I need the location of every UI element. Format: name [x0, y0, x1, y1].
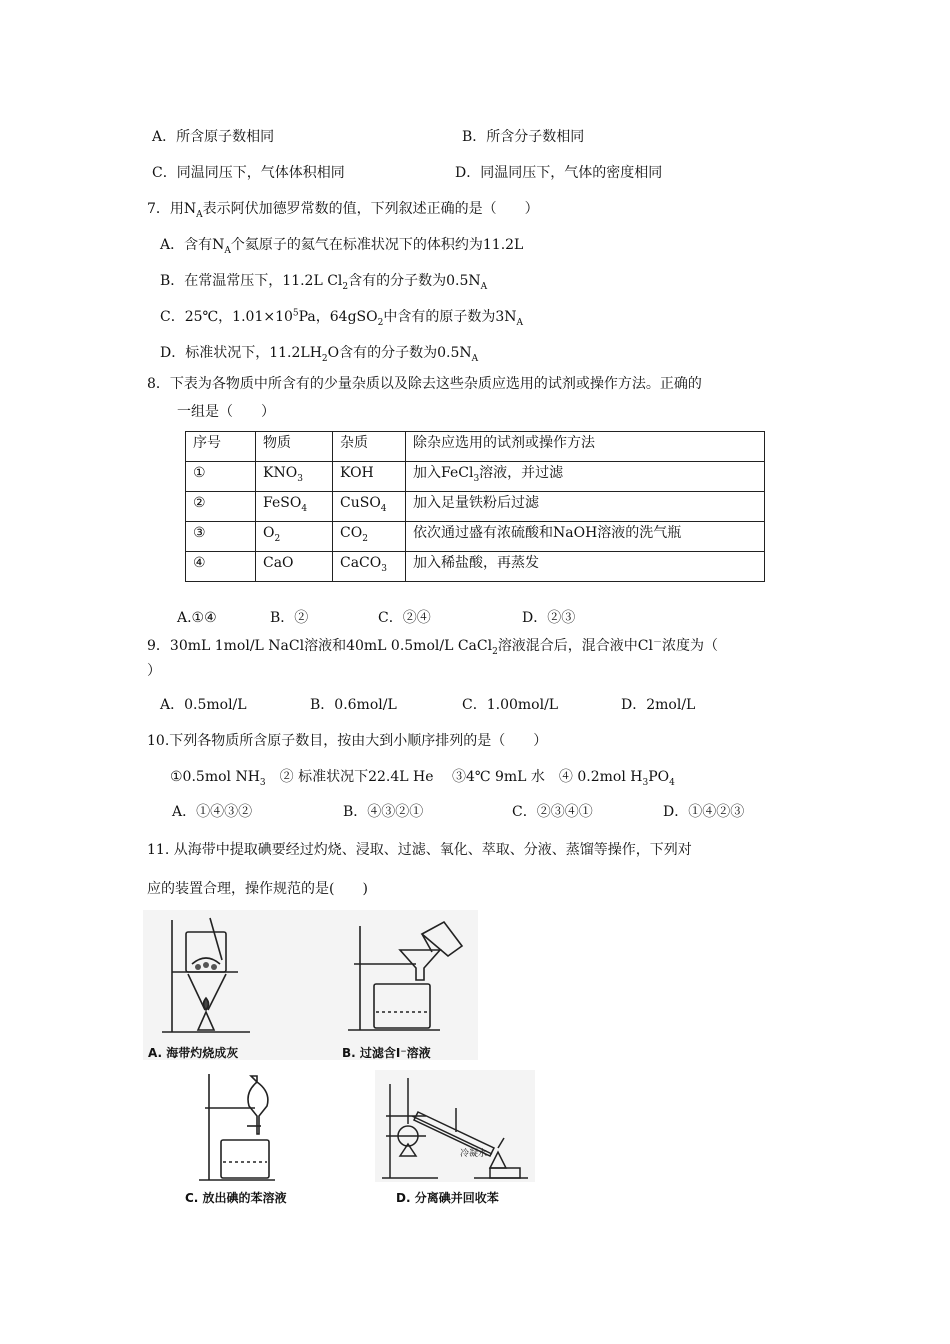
q10-items: ①0.5mol $NH_3$ ② 标准状况下22.4L He ③4℃ 9mL 水 ④ 0.2mol $H_3PO_4$ — [170, 769, 675, 788]
q8-cell: FeSO$_4$ — [256, 492, 333, 522]
filtration-apparatus-diagram — [340, 912, 470, 1037]
q7-option-a: A．含有$N_A$个氦原子的氦气在标准状况下的体积约为11.2L — [160, 237, 524, 256]
q11-figure-c-caption: C. 放出碘的苯溶液 — [185, 1191, 287, 1205]
q10-option-c: C．②③④① — [512, 804, 593, 820]
q9-option-b: B．0.6mol/L — [310, 697, 397, 713]
q8-header-cell: 序号 — [186, 432, 256, 462]
q8-stem-line2: 一组是（ ） — [177, 404, 275, 420]
q8-option-d: D．②③ — [522, 610, 576, 626]
q6-option-a: A．所含原子数相同 — [152, 129, 275, 145]
q8-cell: CuSO$_4$ — [333, 492, 406, 522]
distillation-apparatus-diagram — [378, 1072, 533, 1182]
q10-option-b: B．④③②① — [343, 804, 424, 820]
q8-table-row — [186, 492, 765, 522]
q8-stem-line1: 8．下表为各物质中所含有的少量杂质以及除去这些杂质应选用的试剂或操作方法。正确的 — [147, 376, 702, 392]
q8-option-c: C．②④ — [378, 610, 431, 626]
q8-cell: KOH — [333, 462, 406, 492]
separatory-funnel-apparatus-diagram — [195, 1070, 285, 1185]
q7-option-d: D．标准状况下，$11.2LH_2O$含有的分子数为$0.5N_A$ — [160, 345, 479, 364]
condenser-water-label: 冷凝水 — [460, 1149, 488, 1159]
q8-table-header-row — [186, 432, 765, 462]
crucible-burning-apparatus-diagram — [150, 912, 260, 1037]
q7-option-b: B．在常温常压下，11.2L $Cl_2$含有的分子数为$0.5N_A$ — [160, 273, 488, 292]
q10-option-d: D．①④②③ — [663, 804, 745, 820]
q11-figure-d-caption: D. 分离碘并回收苯 — [396, 1191, 499, 1205]
q8-table-row — [186, 462, 765, 492]
q8-cell: $KNO_3$ — [256, 462, 333, 492]
q8-cell: ④ — [186, 552, 256, 582]
q8-cell: 加入FeCl$_3$溶液，并过滤 — [406, 462, 765, 492]
q6-option-c: C．同温同压下，气体体积相同 — [152, 165, 345, 181]
q8-cell: $O_2$ — [256, 522, 333, 552]
q11-stem-line2: 应的装置合理，操作规范的是( ) — [147, 881, 368, 897]
q6-option-d: D．同温同压下，气体的密度相同 — [455, 165, 663, 181]
q8-table-row — [186, 552, 765, 582]
q8-header-cell: 杂质 — [333, 432, 406, 462]
q8-header-cell: 物质 — [256, 432, 333, 462]
q8-table-row — [186, 522, 765, 552]
q8-header-cell: 除杂应选用的试剂或操作方法 — [406, 432, 765, 462]
q8-option-b: B．② — [270, 610, 309, 626]
q10-stem: 10.下列各物质所含原子数目，按由大到小顺序排列的是（ ） — [147, 733, 548, 749]
q6-option-b: B．所含分子数相同 — [462, 129, 585, 145]
q8-cell: ③ — [186, 522, 256, 552]
q9-stem-line1: 9．30mL 1mol/L NaCl溶液和40mL 0.5mol/L CaCl$_2$溶液混合后，混合液中Cl－浓度为（ — [147, 637, 719, 657]
q8-cell: ② — [186, 492, 256, 522]
q8-option-a: A.①④ — [177, 610, 217, 626]
q9-option-d: D．2mol/L — [621, 697, 696, 713]
q11-figure-b-caption: B. 过滤含I⁻溶液 — [342, 1046, 431, 1060]
q7-option-c: C．25℃，$1.01\times 10^5Pa$，64gSO$_2$中含有的原子数为$3N_A$ — [160, 308, 524, 328]
q7-stem: 7．用$N_A$表示阿伏加德罗常数的值，下列叙述正确的是（ ） — [147, 201, 539, 220]
q11-figure-a-caption: A. 海带灼烧成灰 — [148, 1046, 239, 1060]
q8-cell: $CO_2$ — [333, 522, 406, 552]
q9-option-c: C．1.00mol/L — [462, 697, 559, 713]
q8-cell: 依次通过盛有浓硫酸和NaOH溶液的洗气瓶 — [406, 522, 765, 552]
q9-option-a: A．0.5mol/L — [160, 697, 247, 713]
q8-cell: 加入稀盐酸，再蒸发 — [406, 552, 765, 582]
q8-cell: CaO — [256, 552, 333, 582]
q8-table — [185, 431, 765, 582]
q8-cell: 加入足量铁粉后过滤 — [406, 492, 765, 522]
q11-stem-line1: 11. 从海带中提取碘要经过灼烧、浸取、过滤、氧化、萃取、分液、蒸馏等操作，下列对 — [147, 842, 692, 858]
q8-cell: CaCO$_3$ — [333, 552, 406, 582]
q9-stem-line2: ） — [147, 663, 161, 679]
q10-option-a: A．①④③② — [172, 804, 253, 820]
q8-cell: ① — [186, 462, 256, 492]
